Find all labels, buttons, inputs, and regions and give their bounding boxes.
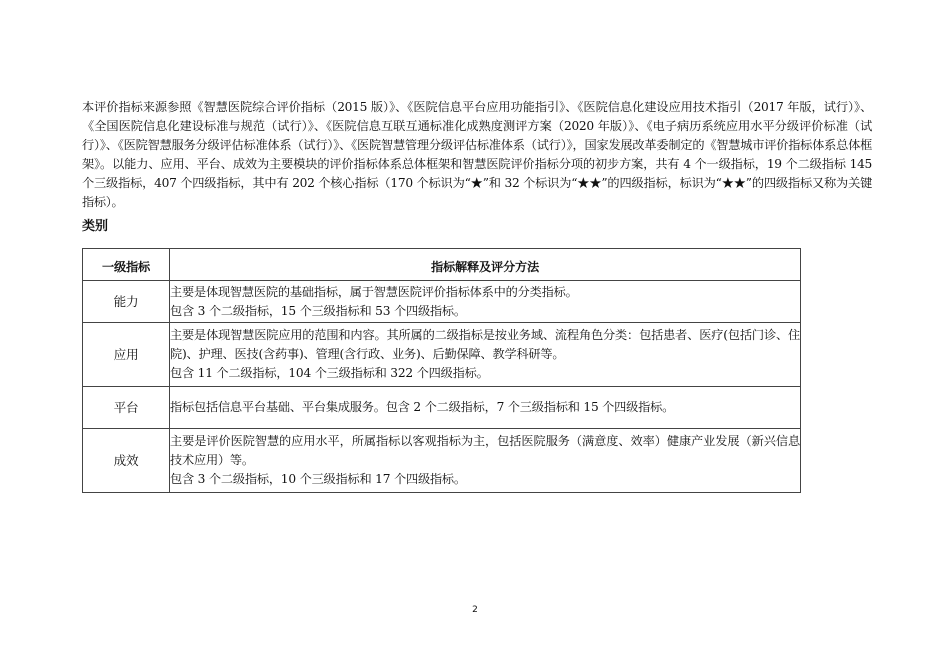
intro-paragraph: 本评价指标来源参照《智慧医院综合评价指标（2015 版）》、《医院信息平台应用功能指引》、《医院信息化建设应用技术指引（2017 年版，试行）》、《全国医院信息化建设标准与规范（试行）》、《医院信息互联互通标准化成熟度测评方案（2020 年版）》、《电子病历系统应用水平分级评价标准（试行）》、《医院智慧服务分级评估标准体系（试行）》、《医院智慧管理分级评估标准体系（试行）》，国家发展改革委制定的《智慧城市评价指标体系总体框架》。以能力、应用、平台、成效为主要模块的评价指标体系总体框架和智慧医院评价指标分项的初步方案，共有 4 个一级指标，19 个二级指标 145 个三级指标，407 个四级指标，其中有 202 个核心指标（170 个标识为“★”和 32 个标识为“★★”的四级指标，标识为“★★”的四级指标又称为关键指标）。 [82, 100, 872, 209]
description-line: 包含 3 个二级指标，10 个三级指标和 17 个四级指标。 [170, 472, 466, 486]
description-line: 指标包括信息平台基础、平台集成服务。包含 2 个二级指标，7 个三级指标和 15 个四级指标。 [170, 400, 675, 414]
table-header-row [83, 249, 801, 281]
header-description: 指标解释及评分方法 [170, 249, 801, 281]
level1-name: 平台 [83, 387, 170, 429]
section-title: 类别 [82, 219, 109, 234]
category-table [82, 248, 801, 493]
description-line: 包含 3 个二级指标，15 个三级指标和 53 个四级指标。 [170, 303, 466, 318]
level1-description [170, 429, 801, 493]
description-line: 主要是体现智慧医院的基础指标，属于智慧医院评价指标体系中的分类指标。 [170, 284, 578, 299]
description-line: 包含 11 个二级指标，104 个三级指标和 322 个四级指标。 [170, 366, 489, 380]
page-number: 2 [472, 605, 478, 615]
level1-name: 成效 [83, 429, 170, 493]
table-row [83, 429, 801, 493]
header-level1: 一级指标 [83, 249, 170, 281]
level1-name: 应用 [83, 323, 170, 387]
level1-name: 能力 [83, 281, 170, 323]
table-row [83, 387, 801, 429]
description-line: 主要是体现智慧医院应用的范围和内容。其所属的二级指标是按业务域、流程角色分类：包括患者、医疗(包括门诊、住院)、护理、医技(含药事)、管理(含行政、业务)、后勤保障、教学科研等。 [170, 328, 800, 361]
table-row [83, 323, 801, 387]
table-row [83, 281, 801, 323]
level1-description [170, 323, 801, 387]
description-line: 主要是评价医院智慧的应用水平，所属指标以客观指标为主，包括医院服务（满意度、效率）健康产业发展（新兴信息技术应用）等。 [170, 434, 800, 467]
level1-description [170, 281, 801, 323]
level1-description [170, 387, 801, 429]
